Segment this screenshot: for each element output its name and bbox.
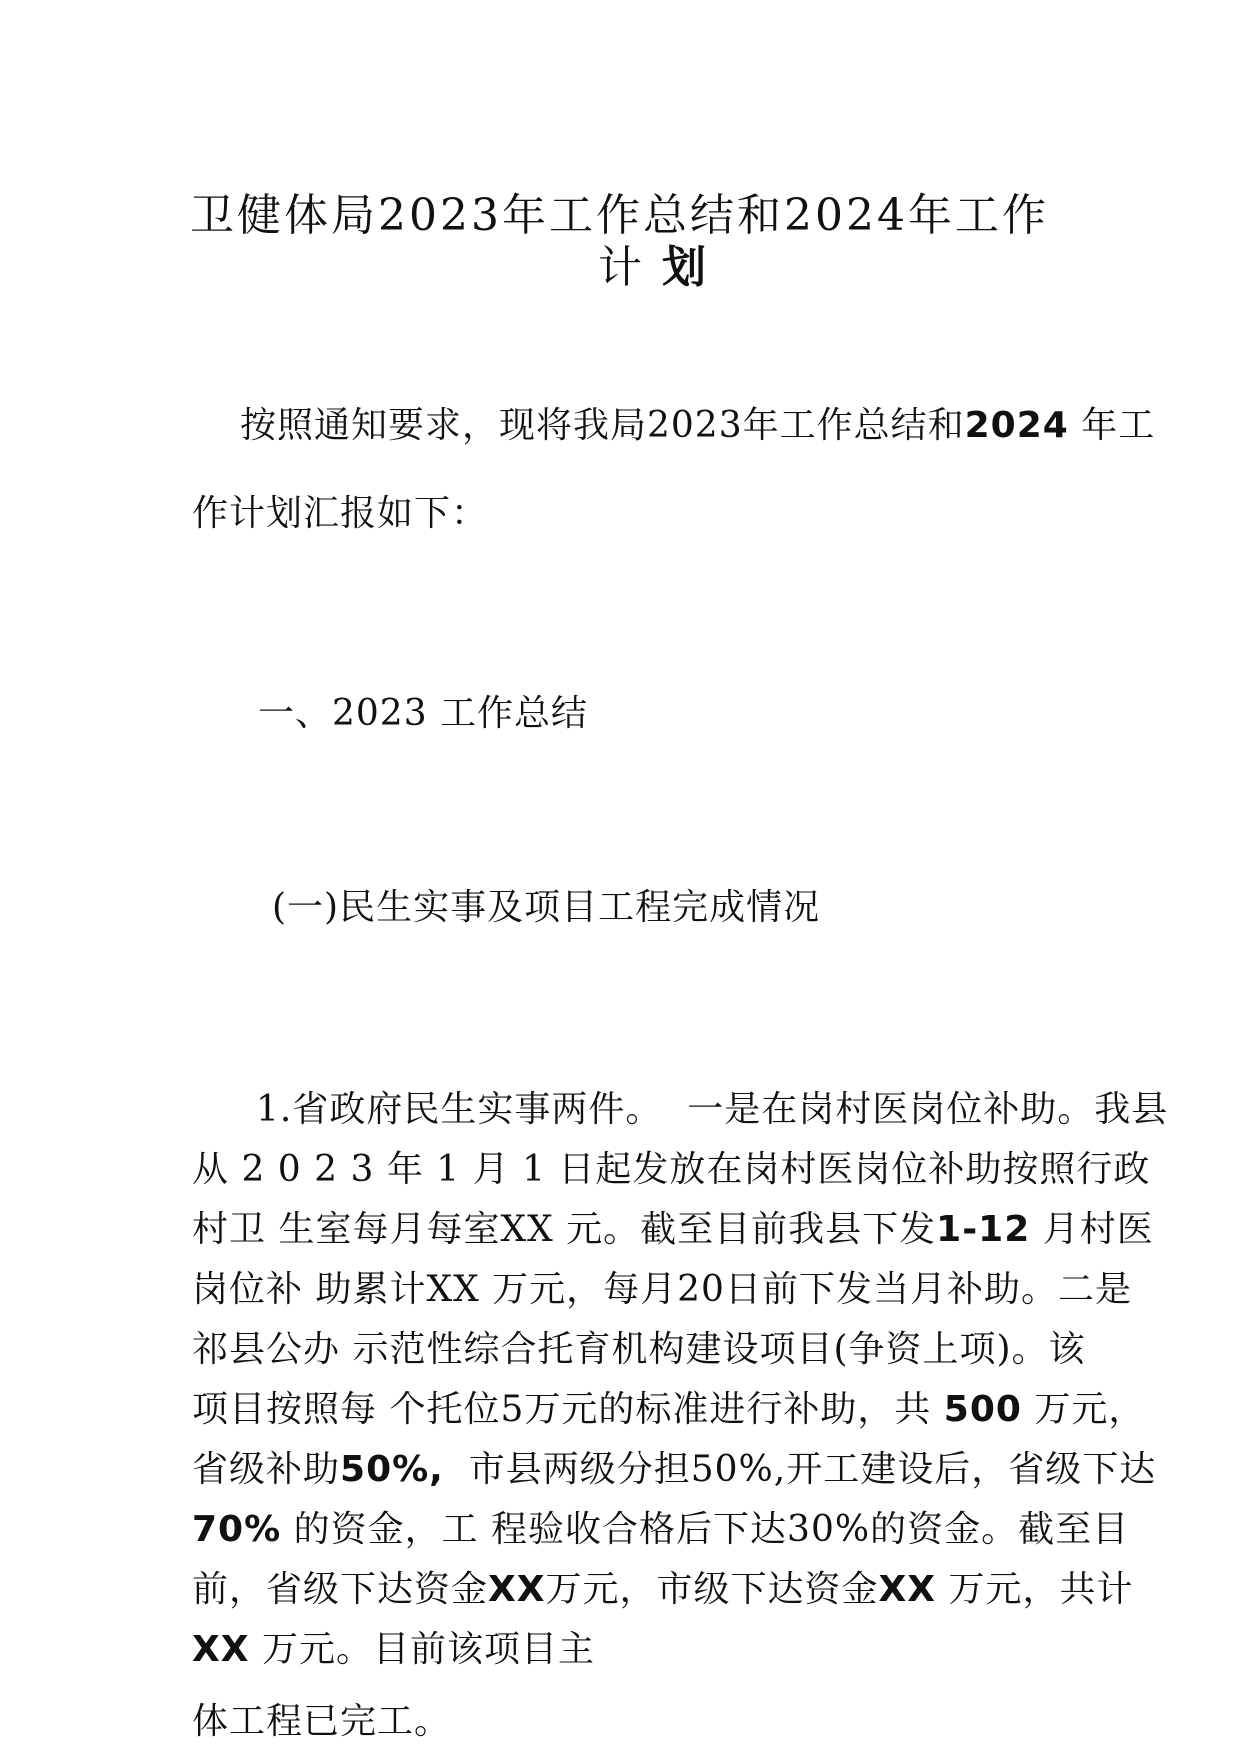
- text-run-bold: XX: [488, 1569, 546, 1610]
- body-line-1: 1.省政府民生实事两件。 一是在岗村医岗位补助。我县: [256, 1089, 1169, 1130]
- text-run-bold: 500: [943, 1389, 1022, 1430]
- text-run: 省级补助: [192, 1449, 341, 1490]
- document-title-line-2: [598, 240, 709, 296]
- text-run: 项目按照每 个托位5万元的标准进行补助，共: [192, 1389, 944, 1430]
- text-run: 按照通知要求，现将我局2023年工作总结和: [240, 405, 965, 446]
- body-line-11: 体工程已完工。: [192, 1701, 452, 1742]
- title-fragment-bold: 划: [662, 242, 709, 293]
- text-run: 万元，市级下达资金: [545, 1569, 879, 1610]
- text-run-bold: 2024: [964, 405, 1069, 446]
- intro-line-1: [240, 404, 1155, 448]
- text-run: 前，省级下达资金: [192, 1569, 489, 1610]
- body-line-10: [192, 1628, 595, 1672]
- body-line-3: [192, 1208, 1154, 1252]
- text-run-bold: XX: [192, 1629, 250, 1670]
- text-run: 万元，共计: [936, 1569, 1134, 1610]
- section-heading: 一、2023 工作总结: [258, 693, 589, 734]
- text-run: 万元。目前该项目主: [249, 1629, 595, 1670]
- text-run: 市县两级分担50%,开工建设后，省级下达: [443, 1449, 1157, 1490]
- text-run: 的资金，工 程验收合格后下达30%的资金。截至目: [281, 1509, 1130, 1550]
- body-line-2: 从 2 0 2 3 年 1 月 1 日起发放在岗村医岗位补助按照行政: [192, 1149, 1151, 1190]
- body-line-4: 岗位补 助累计XX 万元，每月20日前下发当月补助。二是: [192, 1269, 1132, 1310]
- body-line-5: 祁县公办 示范性综合托育机构建设项目(争资上项)。该: [192, 1329, 1086, 1370]
- text-run: 月村医: [1030, 1209, 1154, 1250]
- text-run-bold: 50%,: [340, 1449, 444, 1490]
- title-fragment: 计: [598, 242, 662, 293]
- text-run-bold: 1-12: [936, 1209, 1031, 1250]
- subsection-heading: (一)民生实事及项目工程完成情况: [272, 887, 821, 928]
- intro-line-2: 作计划汇报如下：: [192, 493, 489, 534]
- text-run-bold: 70%: [192, 1509, 282, 1550]
- body-line-7: [192, 1448, 1156, 1492]
- body-line-9: [192, 1568, 1134, 1612]
- body-line-8: [192, 1508, 1129, 1552]
- document-title-line-1: 卫健体局2023年工作总结和2024年工作: [190, 190, 1049, 241]
- text-run: 万元，: [1021, 1389, 1146, 1430]
- text-run: 村卫 生室每月每室XX 元。截至目前我县下发: [192, 1209, 937, 1250]
- text-run-bold: XX: [878, 1569, 937, 1610]
- body-line-6: [192, 1388, 1145, 1432]
- text-run: 年工: [1068, 405, 1156, 446]
